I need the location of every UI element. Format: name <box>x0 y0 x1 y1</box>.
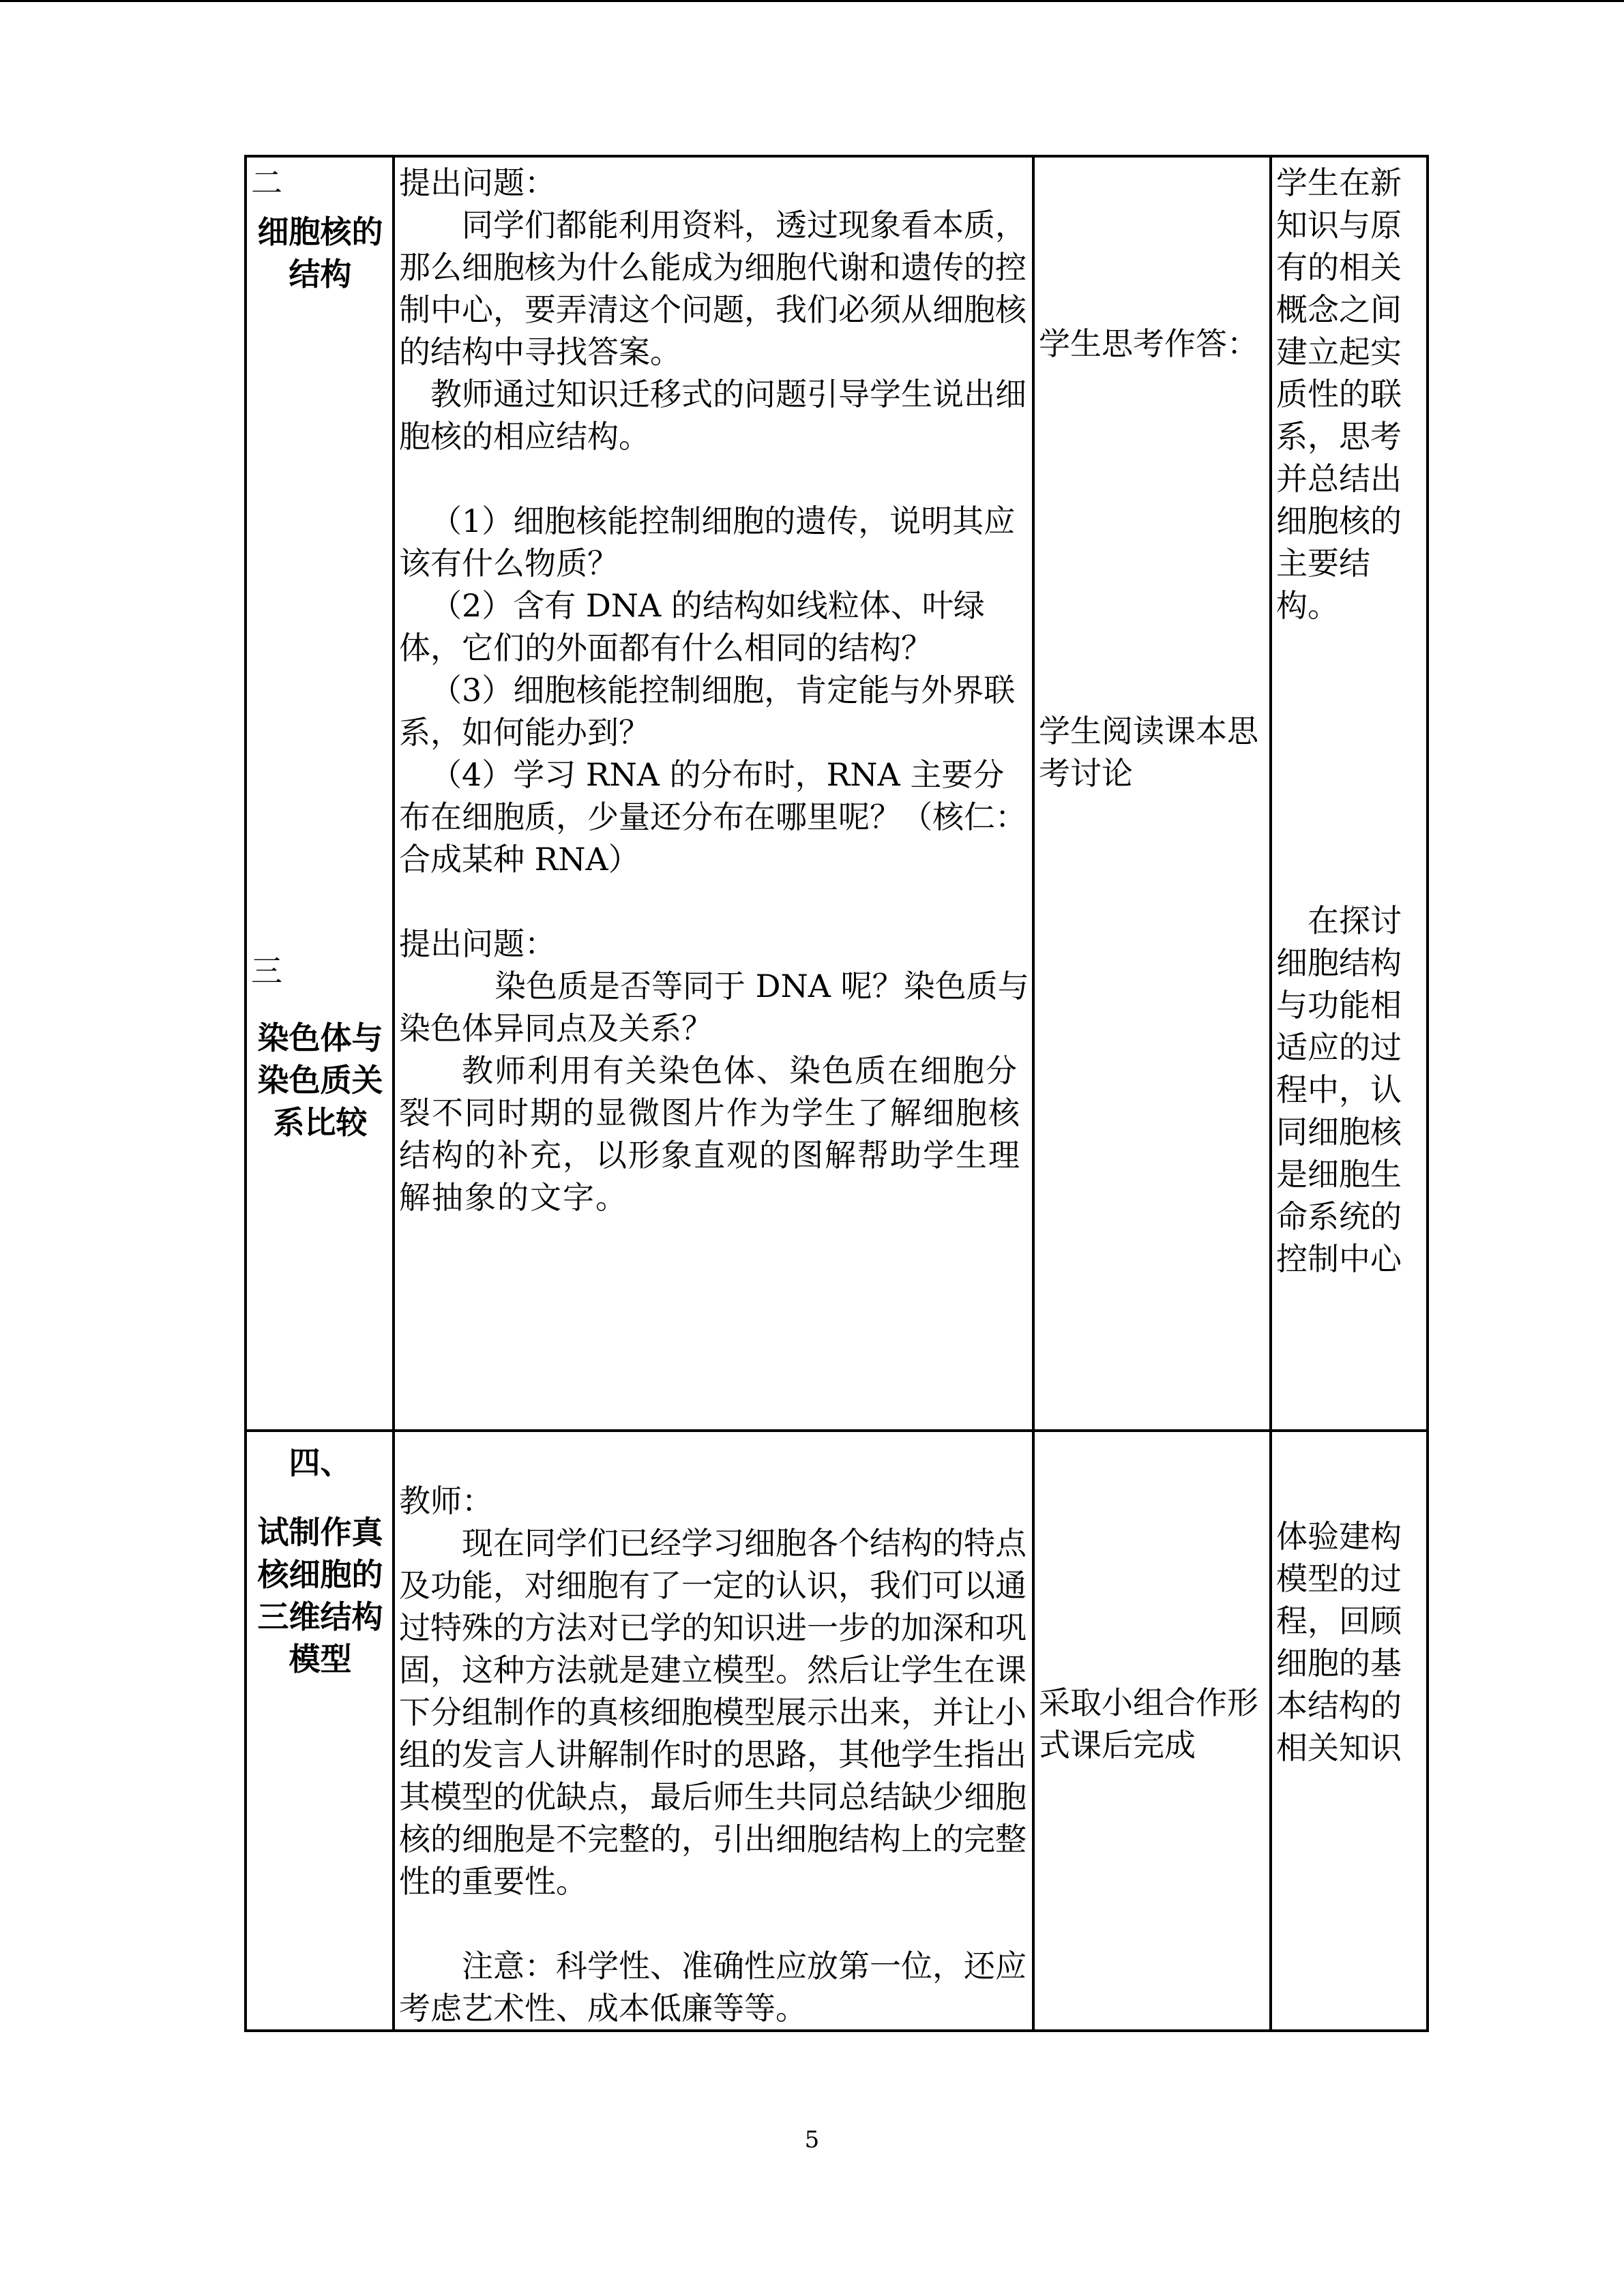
section-cell <box>246 1431 394 2031</box>
section-title: 试制作真 核细胞的 三维结构 模型 <box>257 1514 383 1678</box>
design-intent: 学生在新知识与原有的相关概念之间建立起实质性的联系，思考并总结出细胞核的主要结构。 <box>1276 164 1402 624</box>
question-2: （2）含有 DNA 的结构如线粒体、叶绿体，它们的外面都有什么相同的结构？ <box>399 587 985 666</box>
chromatin-question: 染色质是否等同于 DNA 呢？染色质与染色体异同点及关系？ <box>399 968 1029 1047</box>
section-cell <box>246 156 394 1431</box>
page-number: 5 <box>804 2126 820 2153</box>
student-activity: 学生思考作答： <box>1039 325 1258 362</box>
student-activity: 采取小组合作形式课后完成 <box>1039 1684 1258 1763</box>
table-row <box>246 156 1428 1431</box>
design-intent-cell <box>1271 1431 1428 2031</box>
question-heading: 提出问题： <box>399 925 556 962</box>
student-activity-cell <box>1033 156 1271 1431</box>
question-1: （1）细胞核能控制细胞的遗传，说明其应该有什么物质？ <box>399 503 1016 582</box>
lesson-plan-table <box>244 155 1429 2032</box>
section-number: 二 <box>251 164 282 201</box>
question-4: （4）学习 RNA 的分布时，RNA 主要分布在细胞质，少量还分布在哪里呢？（核仁：合成某种 RNA） <box>399 756 1027 878</box>
section-number: 四、 <box>289 1444 352 1481</box>
chromosome-paragraph: 教师利用有关染色体、染色质在细胞分裂不同时期的显微图片作为学生了解细胞核结构的补充，以形象直观的图解帮助学生理解抽象的文字。 <box>399 1052 1021 1216</box>
student-activity: 学生阅读课本思考讨论 <box>1039 713 1258 792</box>
model-paragraph: 现在同学们已经学习细胞各个结构的特点及功能，对细胞有了一定的认识，我们可以通过特殊的方法对已学的知识进一步的加深和巩固，这种方法就是建立模型。然后让学生在课下分组制作的真核细胞模型展示出来，并让小组的发言人讲解制作时的思路，其他学生指出其模型的优缺点，最后师生共同总结缺少细胞核的细胞是不完整的，引出细胞结构上的完整性的重要性。 <box>399 1525 1027 1900</box>
section-title: 细胞核的 结构 <box>257 213 383 293</box>
question-3: （3）细胞核能控制细胞，肯定能与外界联系，如何能办到？ <box>399 672 1016 751</box>
question-heading: 提出问题： <box>399 164 556 201</box>
teacher-activity-cell <box>394 156 1033 1431</box>
section-title: 染色体与 染色质关 系比较 <box>257 1019 383 1141</box>
table-row <box>246 1431 1428 2031</box>
teacher-heading: 教师： <box>399 1482 493 1519</box>
section-number: 三 <box>251 953 282 989</box>
design-intent: 体验建构模型的过程，回顾细胞的基本结构的相关知识 <box>1276 1518 1402 1766</box>
note-paragraph: 注意：科学性、准确性应放第一位，还应考虑艺术性、成本低廉等等。 <box>399 1948 1027 2027</box>
student-activity-cell <box>1033 1431 1271 2031</box>
page-top-rule <box>0 0 1624 2</box>
design-intent-cell <box>1271 156 1428 1431</box>
guide-paragraph: 教师通过知识迁移式的问题引导学生说出细胞核的相应结构。 <box>399 376 1027 455</box>
teacher-activity-cell <box>394 1431 1033 2031</box>
intro-paragraph: 同学们都能利用资料，透过现象看本质，那么细胞核为什么能成为细胞代谢和遗传的控制中心，要弄清这个问题，我们必须从细胞核的结构中寻找答案。 <box>399 207 1027 370</box>
design-intent: 在探讨细胞结构与功能相适应的过程中，认同细胞核是细胞生命系统的控制中心 <box>1276 902 1402 1277</box>
